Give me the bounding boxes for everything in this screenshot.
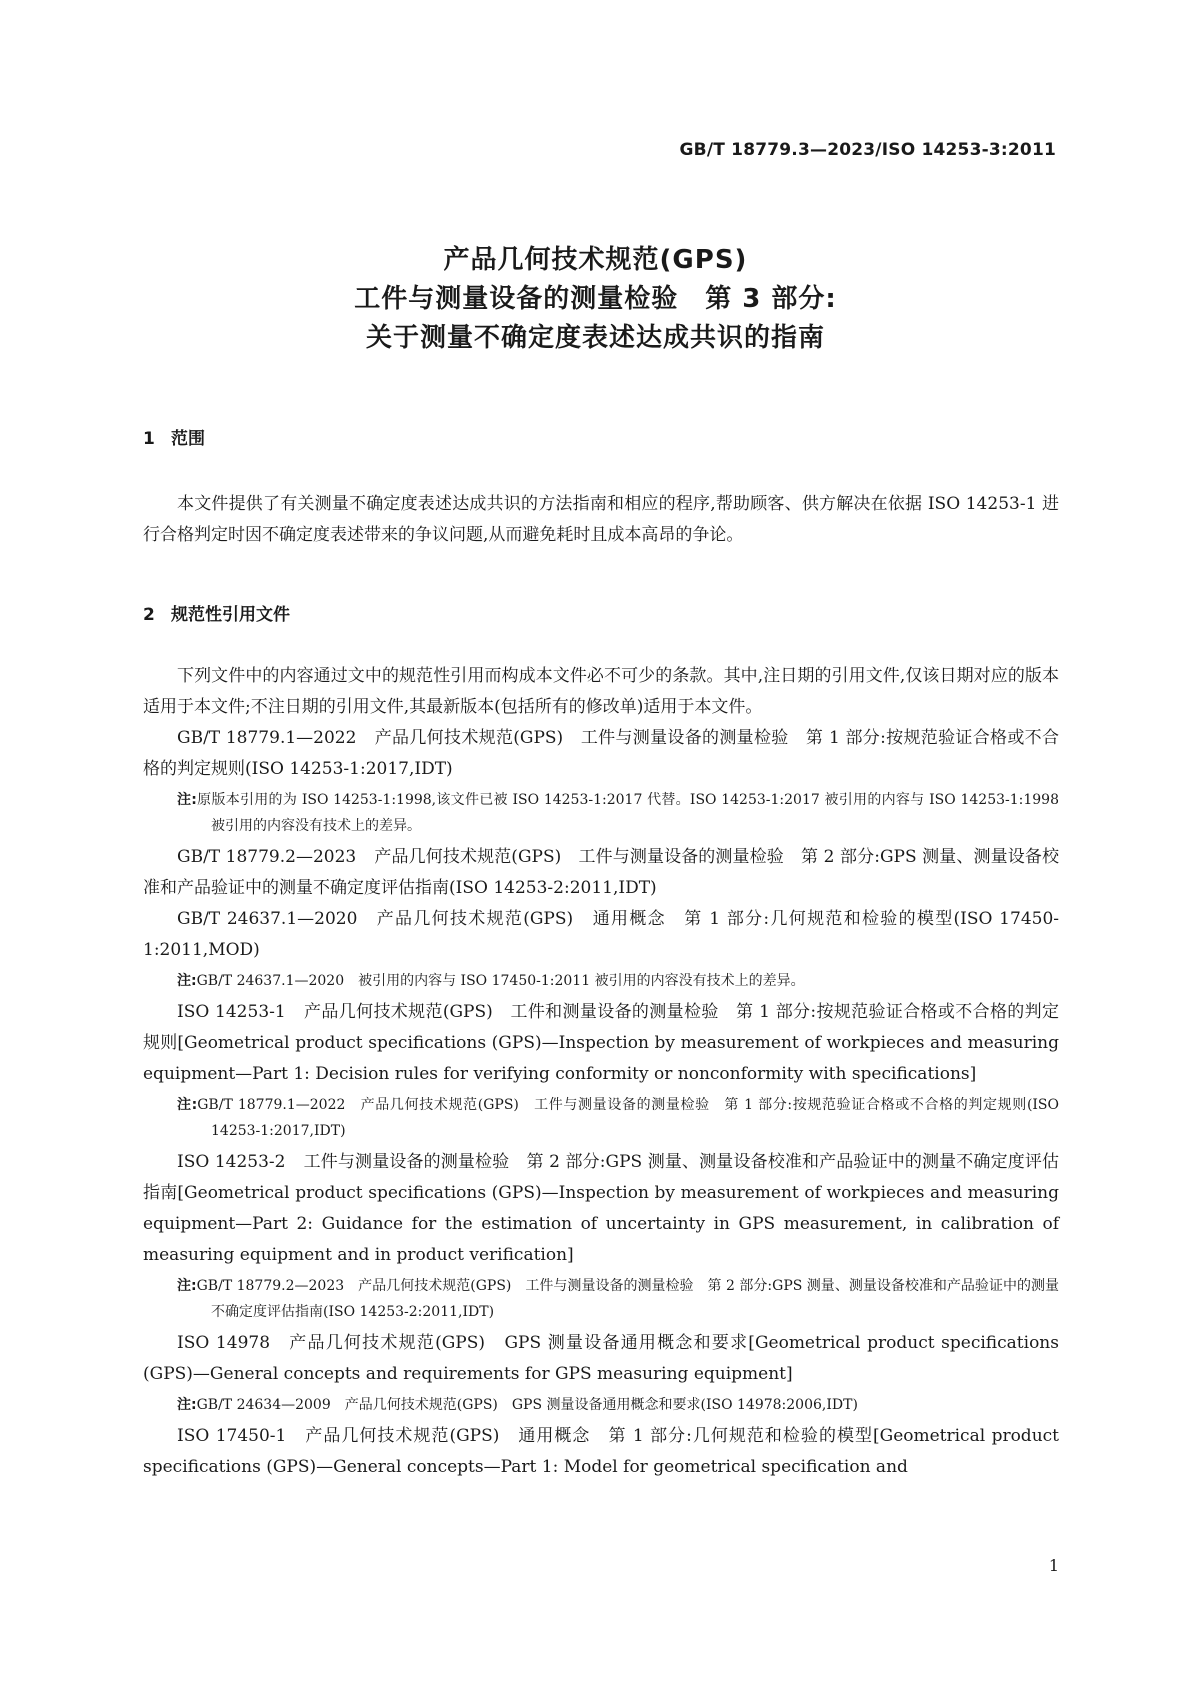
note-text: 原版本引用的为 ISO 14253-1:1998,该文件已被 ISO 14253-1:2017 代替。ISO 14253-1:2017 被引用的内容与 ISO 14253-1:1998 被引用的内容没有技术上的差异。 — [196, 792, 1059, 834]
note-label: 注: — [177, 1097, 198, 1113]
reference-entry — [143, 1328, 1059, 1390]
note-label: 注: — [177, 1278, 197, 1294]
section-number: 1 — [143, 429, 155, 449]
reference-note — [143, 1392, 1059, 1418]
reference-title: 产品几何技术规范(GPS) 工件与测量设备的测量检验 第 2 部分:GPS 测量、测量设备校准和产品验证中的测量不确定度评估指南(ISO 14253-2:2011,IDT) — [143, 847, 1059, 898]
reference-note — [143, 1092, 1059, 1144]
note-text: GB/T 24637.1—2020 被引用的内容与 ISO 17450-1:2011 被引用的内容没有技术上的差异。 — [196, 973, 805, 989]
note-label: 注: — [177, 973, 197, 989]
reference-code: GB/T 18779.2—2023 — [177, 847, 357, 867]
reference-entry — [143, 723, 1059, 785]
reference-code: ISO 14253-1 — [177, 1002, 286, 1022]
note-text: GB/T 18779.1—2022 产品几何技术规范(GPS) 工件与测量设备的测量检验 第 1 部分:按规范验证合格或不合格的判定规则(ISO 14253-1:2017,IDT) — [197, 1097, 1060, 1139]
note-text: GB/T 18779.2—2023 产品几何技术规范(GPS) 工件与测量设备的测量检验 第 2 部分:GPS 测量、测量设备校准和产品验证中的测量不确定度评估指南(ISO 14253-2:2011,IDT) — [196, 1278, 1059, 1320]
section-heading-scope — [143, 428, 1059, 450]
reference-code: ISO 17450-1 — [177, 1426, 287, 1446]
reference-code: ISO 14978 — [177, 1333, 271, 1353]
section-normative-references — [143, 604, 1059, 1483]
section-title: 规范性引用文件 — [171, 605, 290, 625]
standard-code: GB/T 18779.3—2023/ISO 14253-3:2011 — [679, 140, 1056, 160]
reference-entry — [143, 842, 1059, 904]
document-title — [0, 241, 1191, 358]
note-label: 注: — [177, 1397, 197, 1413]
reference-entry — [143, 1147, 1059, 1271]
section-scope — [143, 428, 1059, 551]
reference-note — [143, 968, 1059, 994]
reference-note — [143, 1273, 1059, 1325]
section-number: 2 — [143, 605, 155, 625]
reference-title: 产品几何技术规范(GPS) 工件与测量设备的测量检验 第 1 部分:按规范验证合格或不合格的判定规则(ISO 14253-1:2017,IDT) — [143, 728, 1059, 779]
note-label: 注: — [177, 792, 197, 808]
reference-code: GB/T 18779.1—2022 — [177, 728, 357, 748]
reference-title: 产品几何技术规范(GPS) GPS 测量设备通用概念和要求[Geometrical product specifications (GPS)—General concepts and requirements for GPS measuring equipment] — [143, 1333, 1059, 1384]
note-text: GB/T 24634—2009 产品几何技术规范(GPS) GPS 测量设备通用概念和要求(ISO 14978:2006,IDT) — [196, 1397, 858, 1413]
reference-title: 产品几何技术规范(GPS) 工件和测量设备的测量检验 第 1 部分:按规范验证合格或不合格的判定规则[Geometrical product specifications (GPS)—Inspection by measurement of workpieces and measuring equipment—Part 1: Decision rules for verifying conformity or nonconformity with specifications] — [143, 1002, 1060, 1084]
section-title: 范围 — [171, 429, 205, 449]
title-line-3: 关于测量不确定度表述达成共识的指南 — [365, 323, 825, 353]
section-heading-references — [143, 604, 1059, 626]
reference-code: ISO 14253-2 — [177, 1152, 286, 1172]
reference-title: 产品几何技术规范(GPS) 通用概念 第 1 部分:几何规范和检验的模型[Geometrical product specifications (GPS)—General concepts—Part 1: Model for geometrical specification and — [143, 1426, 1059, 1477]
reference-entry — [143, 997, 1059, 1090]
scope-paragraph: 本文件提供了有关测量不确定度表述达成共识的方法指南和相应的程序,帮助顾客、供方解决在依据 ISO 14253-1 进行合格判定时因不确定度表述带来的争议问题,从而避免耗时且成本高昂的争论。 — [143, 494, 1059, 545]
reference-code: GB/T 24637.1—2020 — [177, 909, 358, 929]
title-line-2: 工件与测量设备的测量检验 第 3 部分: — [354, 284, 837, 314]
reference-note — [143, 787, 1059, 839]
reference-title: 产品几何技术规范(GPS) 通用概念 第 1 部分:几何规范和检验的模型(ISO 17450-1:2011,MOD) — [143, 909, 1060, 960]
page-number: 1 — [1048, 1556, 1059, 1575]
reference-entry — [143, 904, 1059, 966]
reference-title: 工件与测量设备的测量检验 第 2 部分:GPS 测量、测量设备校准和产品验证中的测量不确定度评估指南[Geometrical product specifications (GPS)—Inspection by measurement of workpieces and measuring equipment—Part 2: Guidance for the estimation of uncertainty in GPS measurement, in calibration of measuring equipment and in product verification] — [143, 1152, 1059, 1265]
document-body — [143, 428, 1059, 1483]
references-intro: 下列文件中的内容通过文中的规范性引用而构成本文件必不可少的条款。其中,注日期的引用文件,仅该日期对应的版本适用于本文件;不注日期的引用文件,其最新版本(包括所有的修改单)适用于本文件。 — [143, 666, 1059, 717]
title-line-1: 产品几何技术规范(GPS) — [443, 245, 748, 275]
reference-entry — [143, 1421, 1059, 1483]
